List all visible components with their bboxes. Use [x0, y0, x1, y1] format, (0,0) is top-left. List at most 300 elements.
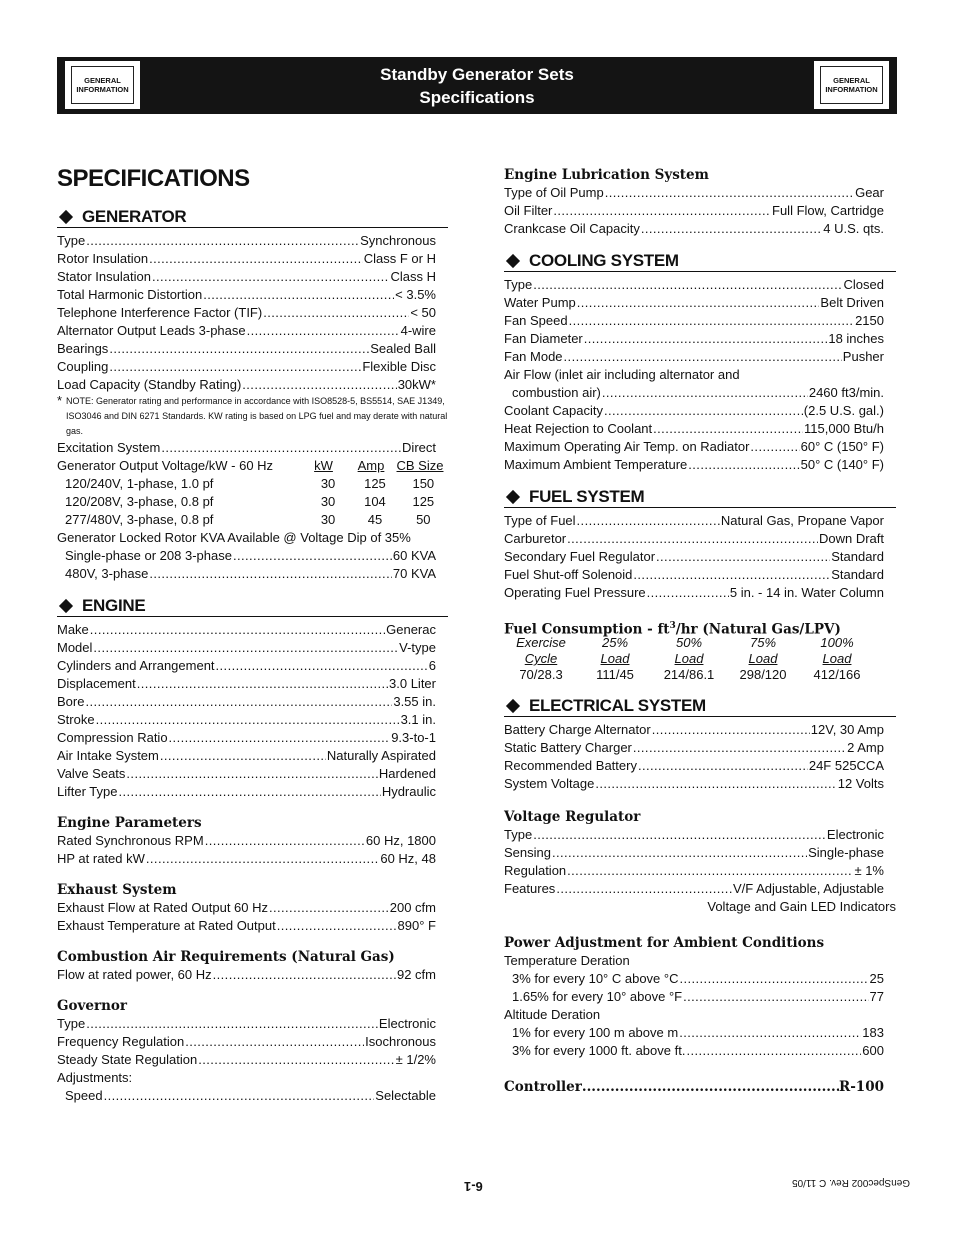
- banner-title: [197, 63, 757, 109]
- table-cell: 50: [416, 512, 431, 527]
- dot-leader: [604, 402, 803, 420]
- spec-value: Class F or H: [363, 251, 436, 266]
- spec-label: Stator Insulation: [57, 269, 151, 284]
- spec-value: Down Draft: [818, 531, 884, 546]
- dot-leader: [750, 438, 799, 456]
- output-table-row: [57, 511, 448, 529]
- temperature-deration-label: Temperature Deration: [504, 953, 630, 968]
- spec-value: V/F Adjustable, Adjustable: [732, 881, 884, 896]
- dot-leader: [605, 184, 854, 202]
- spec-label: Compression Ratio: [57, 730, 168, 745]
- output-table-row: [57, 475, 448, 493]
- spec-row: [504, 584, 884, 602]
- spec-row: [504, 420, 884, 438]
- spec-value: 4-wire: [400, 323, 436, 338]
- spec-value: 77: [869, 989, 884, 1004]
- spec-value: 25: [869, 971, 884, 986]
- spec-value: 30kW*: [397, 377, 436, 392]
- spec-value: 5 in. - 14 in. Water Column: [729, 585, 884, 600]
- dot-leader: [137, 675, 388, 693]
- spec-value: 50° C (140° F): [800, 457, 884, 472]
- dot-leader: [203, 286, 394, 304]
- spec-value: Hydraulic: [381, 784, 436, 799]
- dot-leader: [247, 322, 400, 340]
- spec-value: 3.0 Liter: [389, 676, 436, 691]
- spec-label: Operating Fuel Pressure: [504, 585, 646, 600]
- dot-leader: [269, 899, 389, 917]
- fuel-consumption-cell: 50%: [675, 635, 703, 650]
- spec-label: 3% for every 10° C above °C: [512, 971, 679, 986]
- dot-leader: [552, 844, 807, 862]
- spec-row: [57, 268, 436, 286]
- spec-label: Single-phase or 208 3-phase: [65, 548, 232, 563]
- table-cell: 120/240V, 1-phase, 1.0 pf: [65, 476, 214, 491]
- spec-row: [57, 693, 436, 711]
- dot-leader: [683, 988, 868, 1006]
- dot-leader: [652, 721, 810, 739]
- spec-value: 60 Hz, 48: [380, 851, 436, 866]
- dot-leader: [595, 775, 836, 793]
- spec-label: Telephone Interference Factor (TIF): [57, 305, 263, 320]
- dot-leader: [242, 376, 396, 394]
- spec-label: 3% for every 1000 ft. above ft.: [512, 1043, 686, 1058]
- table-cell: 120/208V, 3-phase, 0.8 pf: [65, 494, 214, 509]
- spec-label: Air Intake System: [57, 748, 159, 763]
- dot-leader: [86, 1015, 378, 1033]
- spec-label: combustion air): [512, 385, 601, 400]
- spec-label: Stroke: [57, 712, 95, 727]
- spec-value: Selectable: [375, 1088, 436, 1103]
- dot-leader: [93, 639, 398, 657]
- spec-row: [504, 880, 884, 898]
- spec-row: [504, 970, 884, 988]
- spec-value: Electronic: [378, 1016, 436, 1031]
- electrical-list: [504, 721, 896, 793]
- dot-leader: [109, 358, 361, 376]
- spec-row: [57, 358, 436, 376]
- spec-label: Type: [57, 1016, 86, 1031]
- dot-leader: [146, 850, 379, 868]
- dot-leader: [633, 566, 830, 584]
- dot-leader: [584, 330, 828, 348]
- fuel-consumption-cell: Exercise: [516, 635, 566, 650]
- lubrication-list: [504, 184, 896, 238]
- spec-value: 60 Hz, 1800: [365, 833, 436, 848]
- spec-row: [504, 312, 884, 330]
- table-cell: 30: [320, 476, 336, 491]
- dot-leader: [161, 439, 401, 457]
- spec-label: Type: [504, 277, 533, 292]
- spec-value: 6: [428, 658, 436, 673]
- spec-value: Class H: [390, 269, 436, 284]
- spec-row: [504, 220, 884, 238]
- spec-label: Fan Mode: [504, 349, 563, 364]
- spec-row: [57, 639, 436, 657]
- spec-value: Full Flow, Cartridge: [772, 203, 884, 218]
- left-column: [57, 206, 448, 1105]
- spec-value: Natural Gas, Propane Vapor: [720, 513, 884, 528]
- altitude-deration-label: Altitude Deration: [504, 1007, 601, 1022]
- dot-leader: [96, 711, 400, 729]
- table-cell: 45: [367, 512, 383, 527]
- dot-leader: [90, 621, 385, 639]
- spec-value: 24F 525CCA: [808, 758, 884, 773]
- spec-value: 3.1 in.: [400, 712, 436, 727]
- spec-label: Heat Rejection to Coolant: [504, 421, 653, 436]
- spec-label: Secondary Fuel Regulator: [504, 549, 656, 564]
- spec-value: 4 U.S. qts.: [823, 221, 884, 236]
- spec-row: [504, 988, 884, 1006]
- airflow-label: Air Flow (inlet air including alternator and: [504, 367, 740, 382]
- spec-row: [504, 775, 884, 793]
- general-information-badge-left: [65, 61, 140, 109]
- dot-leader: [109, 340, 369, 358]
- locked-rotor-label: Generator Locked Rotor KVA Available @ Voltage Dip of 35%: [57, 530, 411, 545]
- subheading-ambient-adjustment: Power Adjustment for Ambient Conditions: [504, 935, 825, 951]
- fuel-consumption-cell: 298/120: [739, 667, 787, 682]
- spec-value: Pusher: [842, 349, 884, 364]
- badge-label: GENERAL INFORMATION: [825, 76, 878, 94]
- spec-row: [504, 548, 884, 566]
- fuel-consumption-labels: [504, 635, 896, 651]
- spec-value: Standard: [831, 567, 884, 582]
- spec-value: Standard: [831, 549, 884, 564]
- spec-label: Excitation System: [57, 440, 161, 455]
- table-cell: 125: [412, 494, 435, 509]
- spec-row: [504, 530, 884, 548]
- spec-row: [57, 322, 436, 340]
- rating-note: * NOTE: Generator rating and performance in accordance with ISO8528-5, BS5514, SAE J1349, ISO3046 and DIN 6271 Standards. KW rating is based on LPG fuel and may derate with natural gas.: [57, 393, 448, 436]
- controller-row: Controller ..... R-100: [504, 1077, 884, 1097]
- spec-value: ± 1%: [854, 863, 884, 878]
- header-banner: [57, 57, 897, 114]
- spec-value: 600: [862, 1043, 884, 1058]
- spec-value: Flexible Disc: [362, 359, 436, 374]
- spec-label: 1.65% for every 10° above °F: [512, 989, 683, 1004]
- spec-label: Recommended Battery: [504, 758, 637, 773]
- diamond-bullet-icon: [506, 253, 520, 267]
- table-cell: 104: [364, 494, 386, 509]
- page-number: 6-1: [464, 1179, 483, 1194]
- spec-value: 18 inches: [828, 331, 884, 346]
- spec-label: Lifter Type: [57, 784, 118, 799]
- subheading-fuel-consumption: Fuel Consumption - $ft^3/hr$ (Natural Gas/LPV): [504, 621, 841, 638]
- spec-row: [504, 1042, 884, 1060]
- spec-label: Type of Oil Pump: [504, 185, 604, 200]
- table-cell: 125: [364, 476, 386, 491]
- dot-leader: [85, 693, 392, 711]
- spec-row: [504, 844, 884, 862]
- dot-leader: [602, 384, 808, 402]
- spec-label: Total Harmonic Distortion: [57, 287, 203, 302]
- spec-label: System Voltage: [504, 776, 595, 791]
- spec-row: [57, 304, 436, 322]
- spec-row: [57, 729, 436, 747]
- dot-leader: [233, 547, 392, 565]
- dot-leader: [169, 729, 391, 747]
- spec-row: [57, 832, 436, 850]
- subheading-lubrication: Engine Lubrication System: [504, 167, 709, 183]
- spec-label: Type: [57, 233, 86, 248]
- dot-leader: [656, 548, 830, 566]
- right-column: [504, 166, 896, 1097]
- banner-title-line1: Standby Generator Sets: [380, 65, 574, 84]
- spec-label: Features: [504, 881, 556, 896]
- fuel-consumption-cell: Cycle: [524, 651, 558, 666]
- spec-label: Fuel Shut-off Solenoid: [504, 567, 633, 582]
- fuel-consumption-cell: 412/166: [813, 667, 861, 682]
- spec-row: [57, 1015, 436, 1033]
- exhaust-list: [57, 899, 448, 935]
- dot-leader: [679, 970, 868, 988]
- spec-value: < 50: [410, 305, 436, 320]
- spec-value: 70 KVA: [392, 566, 436, 581]
- spec-label: Carburetor: [504, 531, 567, 546]
- spec-row: [57, 850, 436, 868]
- fuel-consumption-cell: 214/86.1: [663, 667, 715, 682]
- dot-leader: [104, 1087, 375, 1105]
- spec-row: [57, 1033, 436, 1051]
- subheading-voltage-regulator: Voltage Regulator: [504, 809, 641, 825]
- regulator-list: [504, 826, 896, 898]
- spec-value: ± 1/2%: [395, 1052, 436, 1067]
- spec-label: Rated Synchronous RPM: [57, 833, 204, 848]
- spec-label: Regulation: [504, 863, 567, 878]
- spec-value: 9.3-to-1: [391, 730, 436, 745]
- revision-tag: GenSpec002 Rev. C 11/05: [792, 1177, 911, 1188]
- dot-leader: [185, 1033, 364, 1051]
- spec-label: Static Battery Charger: [504, 740, 632, 755]
- spec-label: 480V, 3-phase: [65, 566, 149, 581]
- spec-row: [57, 232, 436, 250]
- dot-leader: [118, 783, 380, 801]
- spec-value: 200 cfm: [389, 900, 436, 915]
- dot-leader: [638, 757, 808, 775]
- dot-leader: [556, 880, 732, 898]
- dot-leader: [679, 1024, 861, 1042]
- dot-leader: [533, 276, 842, 294]
- fuel-list: [504, 512, 896, 602]
- spec-label: Exhaust Flow at Rated Output 60 Hz: [57, 900, 268, 915]
- dot-leader: [647, 584, 729, 602]
- dot-leader: [569, 312, 854, 330]
- spec-row: [504, 184, 884, 202]
- spec-value: Electronic: [826, 827, 884, 842]
- spec-value: Sealed Ball: [370, 341, 436, 356]
- spec-row: [504, 456, 884, 474]
- spec-row: [504, 330, 884, 348]
- spec-row: [57, 340, 436, 358]
- section-heading-electrical: ELECTRICAL SYSTEM: [504, 695, 896, 717]
- spec-row: [57, 765, 436, 783]
- spec-label: Maximum Ambient Temperature: [504, 457, 688, 472]
- spec-value: 12 Volts: [837, 776, 884, 791]
- spec-row: [57, 783, 436, 801]
- subheading-engine-parameters: Engine Parameters: [57, 815, 202, 831]
- spec-label: Type of Fuel: [504, 513, 576, 528]
- spec-row: [57, 621, 436, 639]
- fuel-consumption-cell: 70/28.3: [519, 667, 563, 682]
- dot-leader: [149, 565, 392, 583]
- spec-row: [57, 917, 436, 935]
- table-cell: 277/480V, 3-phase, 0.8 pf: [65, 512, 214, 527]
- spec-value: Closed: [843, 277, 884, 292]
- diamond-bullet-icon: [59, 209, 73, 223]
- features-line2: Voltage and Gain LED Indicators: [707, 899, 896, 914]
- spec-value: Hardened: [378, 766, 436, 781]
- dot-leader: [653, 420, 803, 438]
- output-table-body: [57, 475, 448, 529]
- spec-row: [57, 1087, 436, 1105]
- spec-label: Water Pump: [504, 295, 576, 310]
- dot-leader: [213, 966, 396, 984]
- fuel-consumption-cell: 25%: [601, 635, 629, 650]
- spec-value: < 3.5%: [395, 287, 436, 302]
- spec-row: [504, 739, 884, 757]
- spec-label: Bearings: [57, 341, 109, 356]
- spec-row: [504, 438, 884, 456]
- spec-row: [504, 276, 884, 294]
- spec-row: [504, 348, 884, 366]
- table-cell: 150: [412, 476, 435, 491]
- fuel-consumption-cell: 75%: [749, 635, 777, 650]
- cooling-list-a: [504, 276, 896, 366]
- spec-row: [57, 966, 436, 984]
- dot-leader: [86, 232, 359, 250]
- dot-leader: [567, 530, 818, 548]
- section-heading-cooling: COOLING SYSTEM: [504, 250, 896, 272]
- spec-label: Speed: [65, 1088, 103, 1103]
- governor-list: [57, 1015, 448, 1069]
- fuel-consumption-cell: Load: [674, 651, 704, 666]
- engine-parameters-list: [57, 832, 448, 868]
- spec-label: Alternator Output Leads 3-phase: [57, 323, 246, 338]
- section-heading-fuel: FUEL SYSTEM: [504, 486, 896, 508]
- section-heading-generator: GENERATOR: [57, 206, 448, 228]
- spec-label: Make: [57, 622, 89, 637]
- spec-row: [57, 1051, 436, 1069]
- fuel-consumption-values: [504, 667, 896, 683]
- subheading-combustion-air: Combustion Air Requirements (Natural Gas): [57, 949, 395, 965]
- dot-leader: [577, 512, 720, 530]
- spec-value: 115,000 Btu/h: [804, 421, 884, 436]
- dot-leader: [160, 747, 326, 765]
- spec-label: Valve Seats: [57, 766, 126, 781]
- spec-label: Type: [504, 827, 533, 842]
- spec-row: [57, 439, 436, 457]
- spec-value: Isochronous: [365, 1034, 436, 1049]
- spec-row: [57, 657, 436, 675]
- dot-leader: [216, 657, 428, 675]
- section-heading-engine: ENGINE: [57, 595, 448, 617]
- spec-label: Crankcase Oil Capacity: [504, 221, 640, 236]
- fuel-consumption-cell: 100%: [820, 635, 854, 650]
- spec-row: [504, 202, 884, 220]
- fuel-consumption-cell: Load: [600, 651, 630, 666]
- spec-row: [504, 721, 884, 739]
- temperature-deration-list: [504, 970, 896, 1006]
- spec-label: Fan Speed: [504, 313, 568, 328]
- generator-spec-list: [57, 232, 448, 394]
- adjustments-label: Adjustments:: [57, 1070, 133, 1085]
- dot-leader: [198, 1051, 394, 1069]
- diamond-bullet-icon: [506, 698, 520, 712]
- spec-row: [504, 826, 884, 844]
- spec-label: Displacement: [57, 676, 136, 691]
- spec-row: [504, 402, 884, 420]
- spec-row: [57, 376, 436, 394]
- dot-leader: [149, 250, 363, 268]
- combustion-list: [57, 966, 448, 984]
- general-information-badge-right: [814, 61, 889, 109]
- spec-label: Steady State Regulation: [57, 1052, 198, 1067]
- spec-row: [57, 711, 436, 729]
- spec-value: 12V, 30 Amp: [810, 722, 884, 737]
- spec-label: Frequency Regulation: [57, 1034, 185, 1049]
- spec-row: [504, 384, 884, 402]
- spec-value: Synchronous: [360, 233, 436, 248]
- fuel-consumption-cell: Load: [748, 651, 778, 666]
- badge-label: GENERAL INFORMATION: [76, 76, 129, 94]
- spec-label: Exhaust Temperature at Rated Output: [57, 918, 276, 933]
- spec-value: 890° F: [397, 918, 436, 933]
- spec-row: [57, 286, 436, 304]
- spec-value: V-type: [399, 640, 436, 655]
- dot-leader: [577, 294, 820, 312]
- dot-leader: [553, 202, 771, 220]
- dot-leader: [205, 832, 365, 850]
- dot-leader: [533, 826, 826, 844]
- page-title: SPECIFICATIONS: [57, 165, 250, 192]
- output-table-header: Generator Output Voltage/kW - 60 Hz kW Amp CB Size: [57, 458, 444, 473]
- subheading-exhaust-system: Exhaust System: [57, 882, 177, 898]
- locked-rotor-list: [57, 547, 448, 583]
- spec-row: [57, 899, 436, 917]
- spec-label: 1% for every 100 m above m: [512, 1025, 679, 1040]
- dot-leader: [686, 1042, 861, 1060]
- spec-value: Gear: [855, 185, 884, 200]
- dot-leader: [263, 304, 409, 322]
- spec-label: HP at rated kW: [57, 851, 145, 866]
- dot-leader: [564, 348, 842, 366]
- spec-value: (2.5 U.S. gal.): [803, 403, 884, 418]
- subheading-governor: Governor: [57, 998, 128, 1014]
- spec-value: Naturally Aspirated: [326, 748, 436, 763]
- diamond-bullet-icon: [506, 489, 520, 503]
- fuel-consumption-cell: 111/45: [596, 667, 634, 682]
- spec-label: Fan Diameter: [504, 331, 583, 346]
- spec-value: 60 KVA: [392, 548, 436, 563]
- dot-leader: [633, 739, 846, 757]
- spec-row: [57, 547, 436, 565]
- spec-row: [57, 675, 436, 693]
- spec-label: Cylinders and Arrangement: [57, 658, 215, 673]
- spec-row: [504, 862, 884, 880]
- spec-label: Load Capacity (Standby Rating): [57, 377, 242, 392]
- spec-value: 2 Amp: [847, 740, 884, 755]
- fuel-consumption-sublabels: [504, 651, 896, 667]
- spec-label: Model: [57, 640, 93, 655]
- spec-row: [504, 566, 884, 584]
- altitude-deration-list: [504, 1024, 896, 1060]
- spec-value: Direct: [402, 440, 436, 455]
- dot-leader: [277, 917, 397, 935]
- spec-row: [57, 250, 436, 268]
- spec-value: 2150: [855, 313, 884, 328]
- spec-label: Oil Filter: [504, 203, 553, 218]
- spec-value: Generac: [386, 622, 436, 637]
- spec-row: [57, 747, 436, 765]
